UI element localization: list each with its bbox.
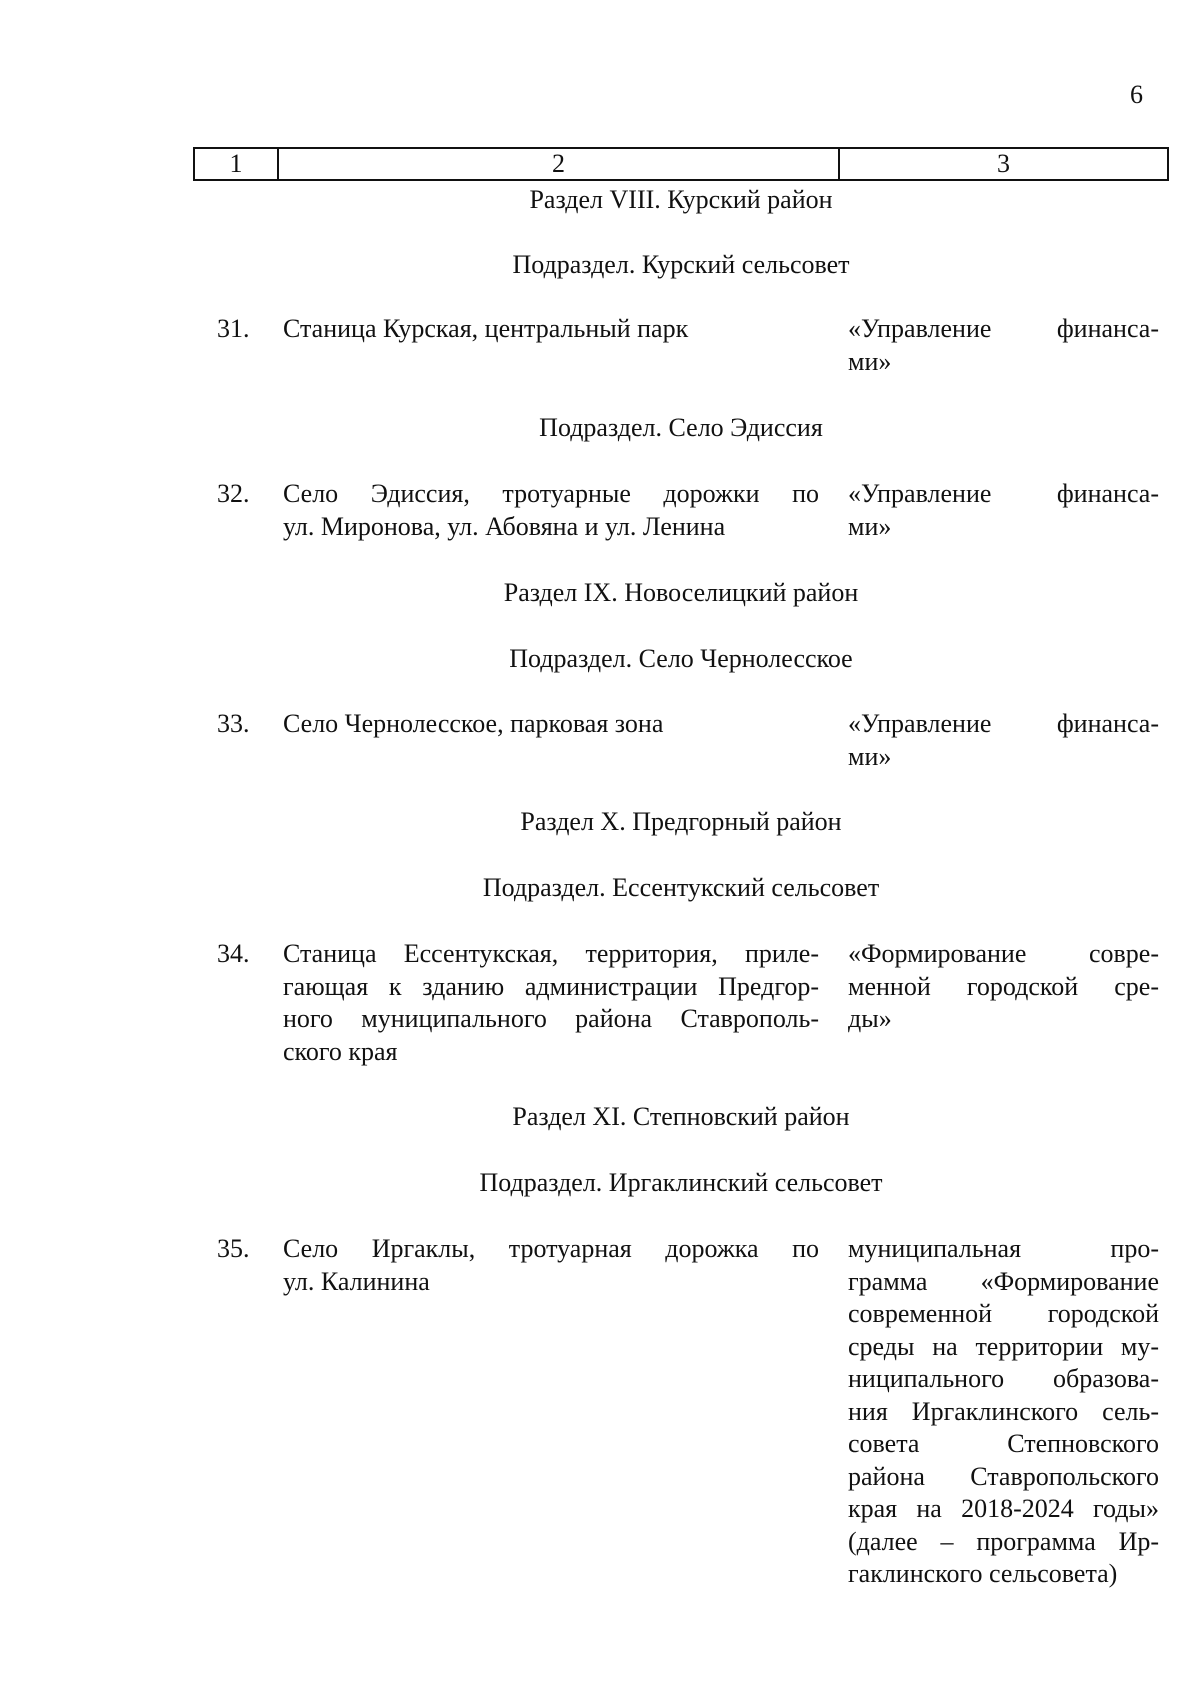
program-name-line: района Ставропольского [848, 1461, 1159, 1491]
table-header-col-3: 3 [997, 149, 1010, 178]
program-name-line: ниципального образова- [848, 1364, 1159, 1393]
object-name-line: Село Эдиссия, тротуарные дорожки по [283, 479, 819, 508]
program-name-line: края на 2018-2024 годы» [848, 1494, 1159, 1523]
row-number: 31. [217, 314, 250, 343]
subsection-heading: Подраздел. Иргаклинский сельсовет [479, 1168, 883, 1197]
object-name [283, 708, 819, 741]
section-heading: Раздел X. Предгорный район [520, 807, 842, 836]
object-name-line: гающая к зданию администрации Предгор- [283, 971, 819, 1001]
object-name [283, 1233, 819, 1298]
program-name-line: ды» [848, 1004, 892, 1033]
object-name-line: ского края [283, 1036, 398, 1066]
program-name [848, 1233, 1159, 1591]
program-name-line: ми» [848, 511, 892, 541]
program-name-line: совета Степновского [848, 1429, 1159, 1458]
subsection-heading: Подраздел. Ессентукский сельсовет [482, 873, 880, 902]
program-name [848, 708, 1159, 773]
object-name-line: ул. Миронова, ул. Абовяна и ул. Ленина [283, 511, 726, 541]
program-name-line: «Формирование совре- [848, 939, 1159, 968]
subsection-heading: Подраздел. Курский сельсовет [512, 250, 850, 279]
section-heading: Раздел XI. Степновский район [512, 1102, 850, 1131]
object-name [283, 938, 819, 1068]
object-name [283, 478, 819, 543]
program-name [848, 313, 1159, 378]
section-heading: Раздел IX. Новоселицкий район [503, 578, 859, 607]
table-header-col-2: 2 [279, 149, 840, 179]
page-number: 6 [1130, 80, 1143, 109]
program-name-line: ми» [848, 346, 892, 376]
subsection-heading: Подраздел. Село Эдиссия [539, 413, 823, 442]
table-header-col-1: 1 [195, 149, 279, 179]
object-name [283, 313, 819, 346]
object-name-line: Станица Курская, центральный парк [283, 314, 689, 343]
object-name-line: Станица Ессентукская, территория, приле- [283, 939, 819, 968]
program-name-line: грамма «Формирование [848, 1266, 1159, 1296]
row-number: 35. [217, 1234, 250, 1263]
program-name-line: современной городской [848, 1299, 1159, 1328]
program-name-line: среды на территории му- [848, 1331, 1159, 1361]
program-name-line: «Управление финанса- [848, 479, 1159, 508]
program-name-line: ния Иргаклинского сель- [848, 1396, 1159, 1426]
program-name-line: менной городской сре- [848, 971, 1159, 1001]
row-number: 32. [217, 479, 250, 508]
object-name-line: ного муниципального района Ставрополь- [283, 1004, 819, 1033]
object-name-line: ул. Калинина [283, 1266, 430, 1296]
subsection-heading: Подраздел. Село Чернолесское [509, 644, 853, 673]
program-name-line: «Управление финанса- [848, 709, 1159, 738]
program-name [848, 938, 1159, 1036]
program-name-line: ми» [848, 741, 892, 771]
program-name-line: муниципальная про- [848, 1234, 1159, 1263]
program-name-line: «Управление финанса- [848, 314, 1159, 343]
object-name-line: Село Чернолесское, парковая зона [283, 709, 664, 738]
row-number: 33. [217, 709, 250, 738]
program-name-line: гаклинского сельсовета) [848, 1559, 1118, 1588]
program-name-line: (далее – программа Ир- [848, 1526, 1159, 1556]
program-name [848, 478, 1159, 543]
object-name-line: Село Иргаклы, тротуарная дорожка по [283, 1234, 819, 1263]
section-heading: Раздел VIII. Курский район [529, 185, 833, 214]
table-header-row [193, 147, 1169, 181]
row-number: 34. [217, 939, 250, 968]
